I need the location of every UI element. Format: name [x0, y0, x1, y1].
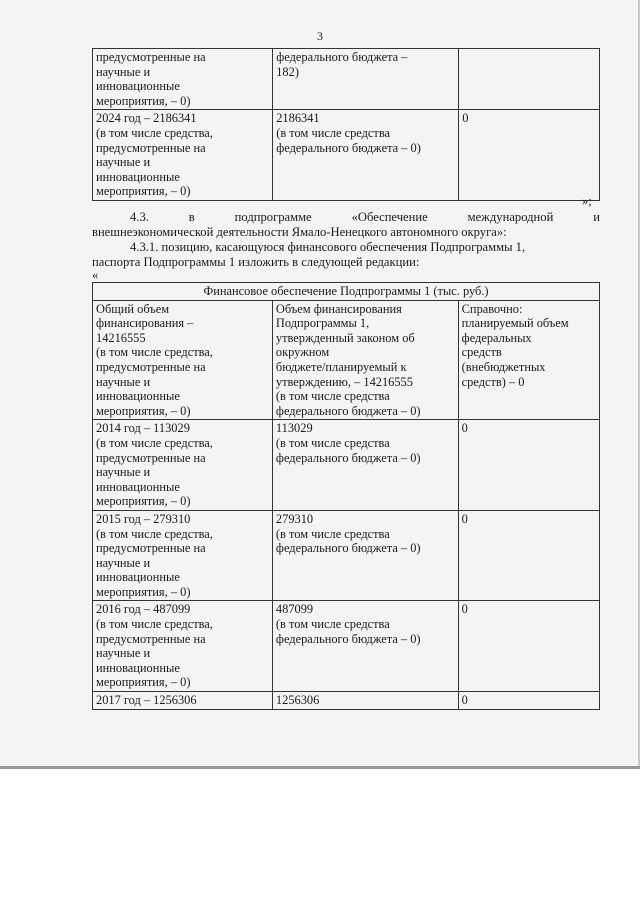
table-caption-row: [93, 283, 600, 301]
table-cell: Общий объем финансирования – 14216555 (в том числе средства, предусмотренные на научные и инновационные мероприятия, – 0): [93, 300, 273, 420]
table-cell: 2024 год – 2186341 (в том числе средства, предусмотренные на научные и инновационные мероприятия, – 0): [93, 110, 273, 201]
closing-quote: »;: [582, 194, 592, 208]
paragraph-line: [92, 210, 600, 225]
table-cell: 2016 год – 487099 (в том числе средства, предусмотренные на научные и инновационные мероприятия, – 0): [93, 601, 273, 692]
table-row: [93, 601, 600, 692]
table-cell: 0: [459, 110, 600, 201]
table-cell: 0: [458, 510, 599, 601]
page-number: 3: [317, 29, 323, 43]
table-cell: 279310 (в том числе средства федерального бюджета – 0): [272, 510, 458, 601]
table-row: [93, 692, 600, 710]
table-row: [93, 110, 600, 201]
table-cell: 1256306: [272, 692, 458, 710]
table-cell: 2014 год – 113029 (в том числе средства, предусмотренные на научные и инновационные мероприятия, – 0): [93, 420, 273, 511]
table-row: [93, 49, 600, 110]
paragraph-4-3: [92, 210, 600, 239]
table-cell: 0: [458, 420, 599, 511]
table-header-row: [93, 300, 600, 420]
paragraph-word: и: [593, 210, 600, 224]
table-row: [93, 510, 600, 601]
table-cell: 0: [458, 692, 599, 710]
paragraph-word: 4.3.: [130, 210, 149, 224]
table-cell: [459, 49, 600, 110]
table-cell: 2017 год – 1256306: [93, 692, 273, 710]
table-cell: 487099 (в том числе средства федерального бюджета – 0): [272, 601, 458, 692]
table-caption: Финансовое обеспечение Подпрограммы 1 (тыс. руб.): [93, 283, 600, 301]
paragraph-word: в: [188, 210, 195, 224]
table-cell: предусмотренные на научные и инновационные мероприятия, – 0): [93, 49, 273, 110]
funding-table: [92, 282, 600, 710]
table-cell: Объем финансирования Подпрограммы 1, утвержденный законом об окружном бюджете/планируемый к утверждению, – 14216555 (в том числе средства федерального бюджета – 0): [272, 300, 458, 420]
opening-quote: «: [92, 268, 99, 282]
paragraph-word: «Обеспечение: [351, 210, 428, 224]
funding-table-continued: [92, 48, 600, 201]
paragraph-line: паспорта Подпрограммы 1 изложить в следующей редакции:: [92, 254, 420, 269]
paragraph-line: 4.3.1. позицию, касающуюся финансового обеспечения Подпрограммы 1,: [130, 240, 526, 254]
table-cell: Справочно: планируемый объем федеральных средств (внебюджетных средств) – 0: [458, 300, 599, 420]
table-cell: 113029 (в том числе средства федерального бюджета – 0): [272, 420, 458, 511]
paragraph-word: подпрограмме: [234, 210, 312, 224]
paragraph-4-3-1: [92, 240, 600, 269]
paragraph-word: международной: [467, 210, 554, 224]
table-cell: 2015 год – 279310 (в том числе средства, предусмотренные на научные и инновационные мероприятия, – 0): [93, 510, 273, 601]
table-cell: федерального бюджета – 182): [273, 49, 459, 110]
table-row: [93, 420, 600, 511]
table-cell: 2186341 (в том числе средства федерального бюджета – 0): [273, 110, 459, 201]
paragraph-line: внешнеэкономической деятельности Ямало-Ненецкого автономного округа»:: [92, 224, 507, 239]
table-cell: 0: [458, 601, 599, 692]
